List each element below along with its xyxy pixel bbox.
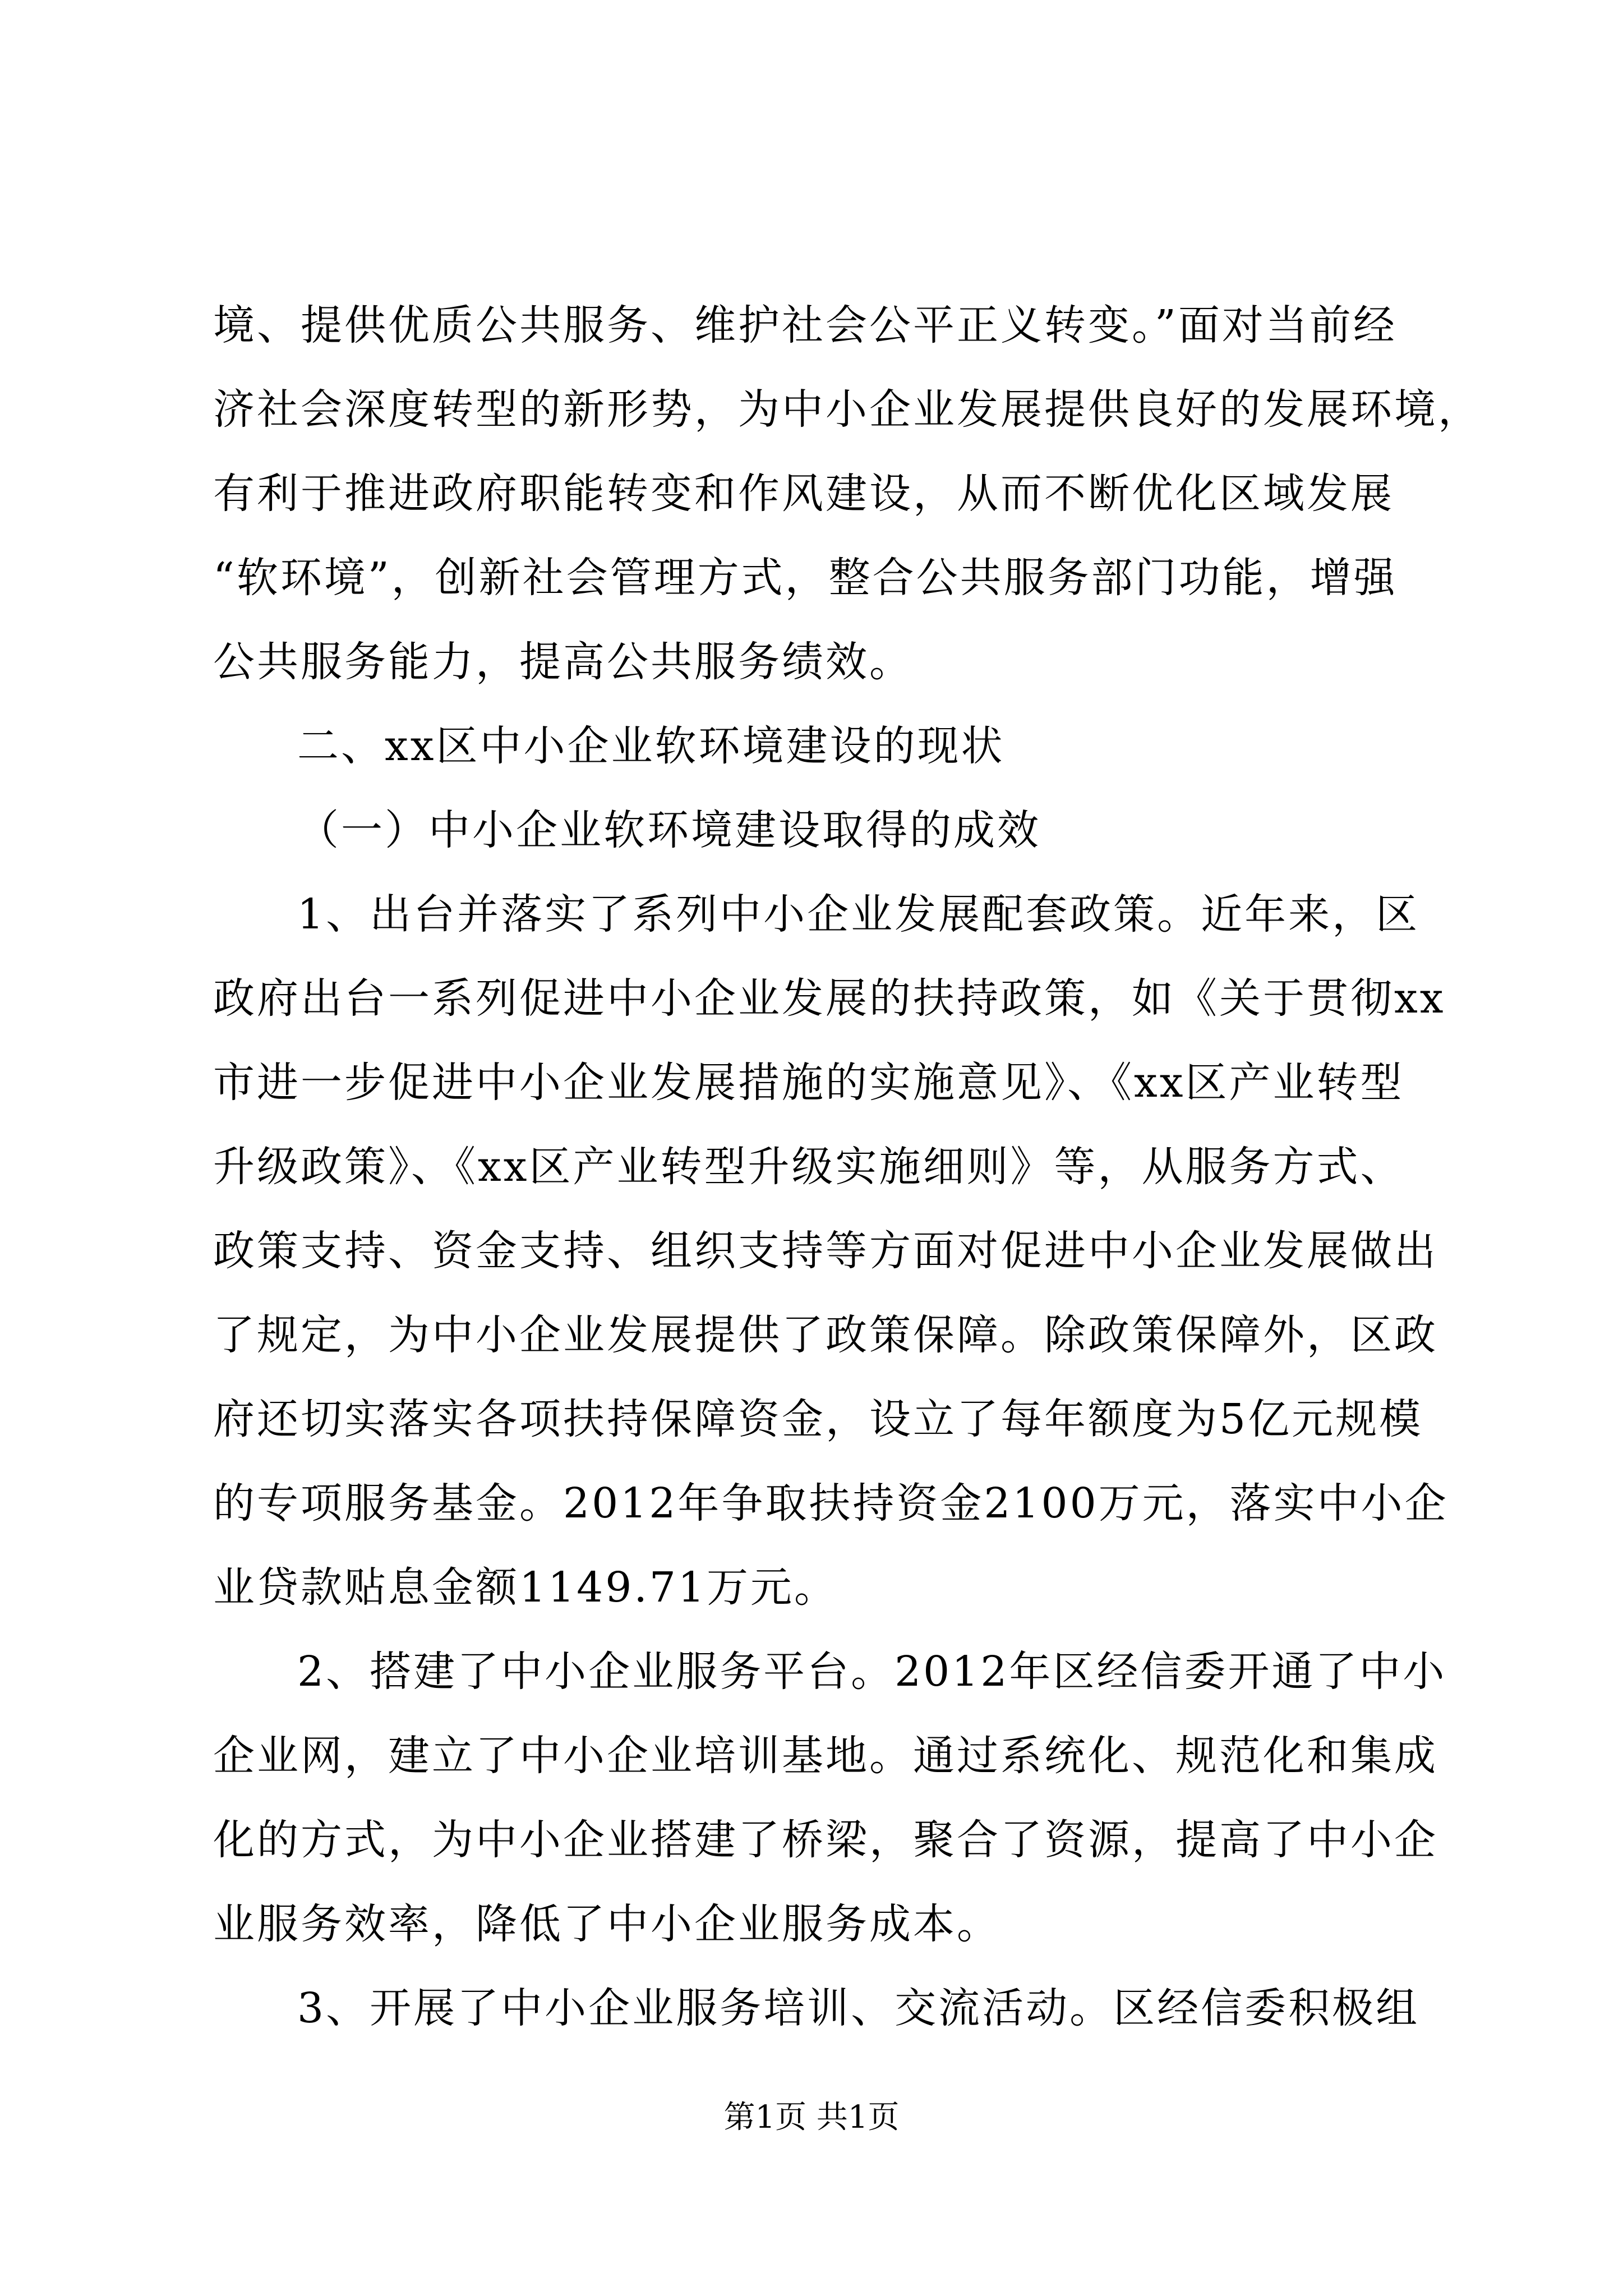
page-footer: 第1页 共1页: [723, 2099, 900, 2136]
subsection-heading: （一）中小企业软环境建设取得的成效: [297, 806, 1041, 854]
body-line: 企业网，建立了中小企业培训基地。通过系统化、规范化和集成: [213, 1732, 1438, 1780]
paragraph-start: 3、开展了中小企业服务培训、交流活动。区经信委积极组: [297, 1984, 1420, 2032]
body-line: 了规定，为中小企业发展提供了政策保障。除政策保障外，区政: [213, 1311, 1438, 1359]
body-line: 府还切实落实各项扶持保障资金，设立了每年额度为5亿元规模: [213, 1395, 1423, 1443]
body-line: “软环境”，创新社会管理方式，整合公共服务部门功能，增强: [213, 554, 1398, 602]
body-line: 的专项服务基金。2012年争取扶持资金2100万元，落实中小企: [213, 1479, 1449, 1527]
paragraph-start: 1、出台并落实了系列中小企业发展配套政策。近年来，区: [297, 890, 1420, 938]
body-line: 有利于推进政府职能转变和作风建设，从而不断优化区域发展: [213, 470, 1394, 518]
body-line: 政策支持、资金支持、组织支持等方面对促进中小企业发展做出: [213, 1227, 1438, 1275]
body-line: 政府出台一系列促进中小企业发展的扶持政策，如《关于贯彻xx: [213, 974, 1446, 1023]
body-line: 升级政策》、《xx区产业转型升级实施细则》等，从服务方式、: [213, 1143, 1404, 1191]
body-line: 济社会深度转型的新形势，为中小企业发展提供良好的发展环境，: [213, 385, 1482, 434]
body-line: 公共服务能力，提高公共服务绩效。: [213, 638, 913, 686]
section-heading: 二、xx区中小企业软环境建设的现状: [297, 722, 1005, 770]
body-line: 化的方式，为中小企业搭建了桥梁，聚合了资源，提高了中小企: [213, 1816, 1438, 1864]
body-line: 境、提供优质公共服务、维护社会公平正义转变。”面对当前经: [213, 301, 1397, 349]
body-line: 市进一步促进中小企业发展措施的实施意见》、《xx区产业转型: [213, 1059, 1404, 1107]
paragraph-start: 2、搭建了中小企业服务平台。2012年区经信委开通了中小: [297, 1648, 1447, 1696]
body-line: 业贷款贴息金额1149.71万元。: [213, 1563, 838, 1612]
body-line: 业服务效率，降低了中小企业服务成本。: [213, 1900, 1000, 1948]
